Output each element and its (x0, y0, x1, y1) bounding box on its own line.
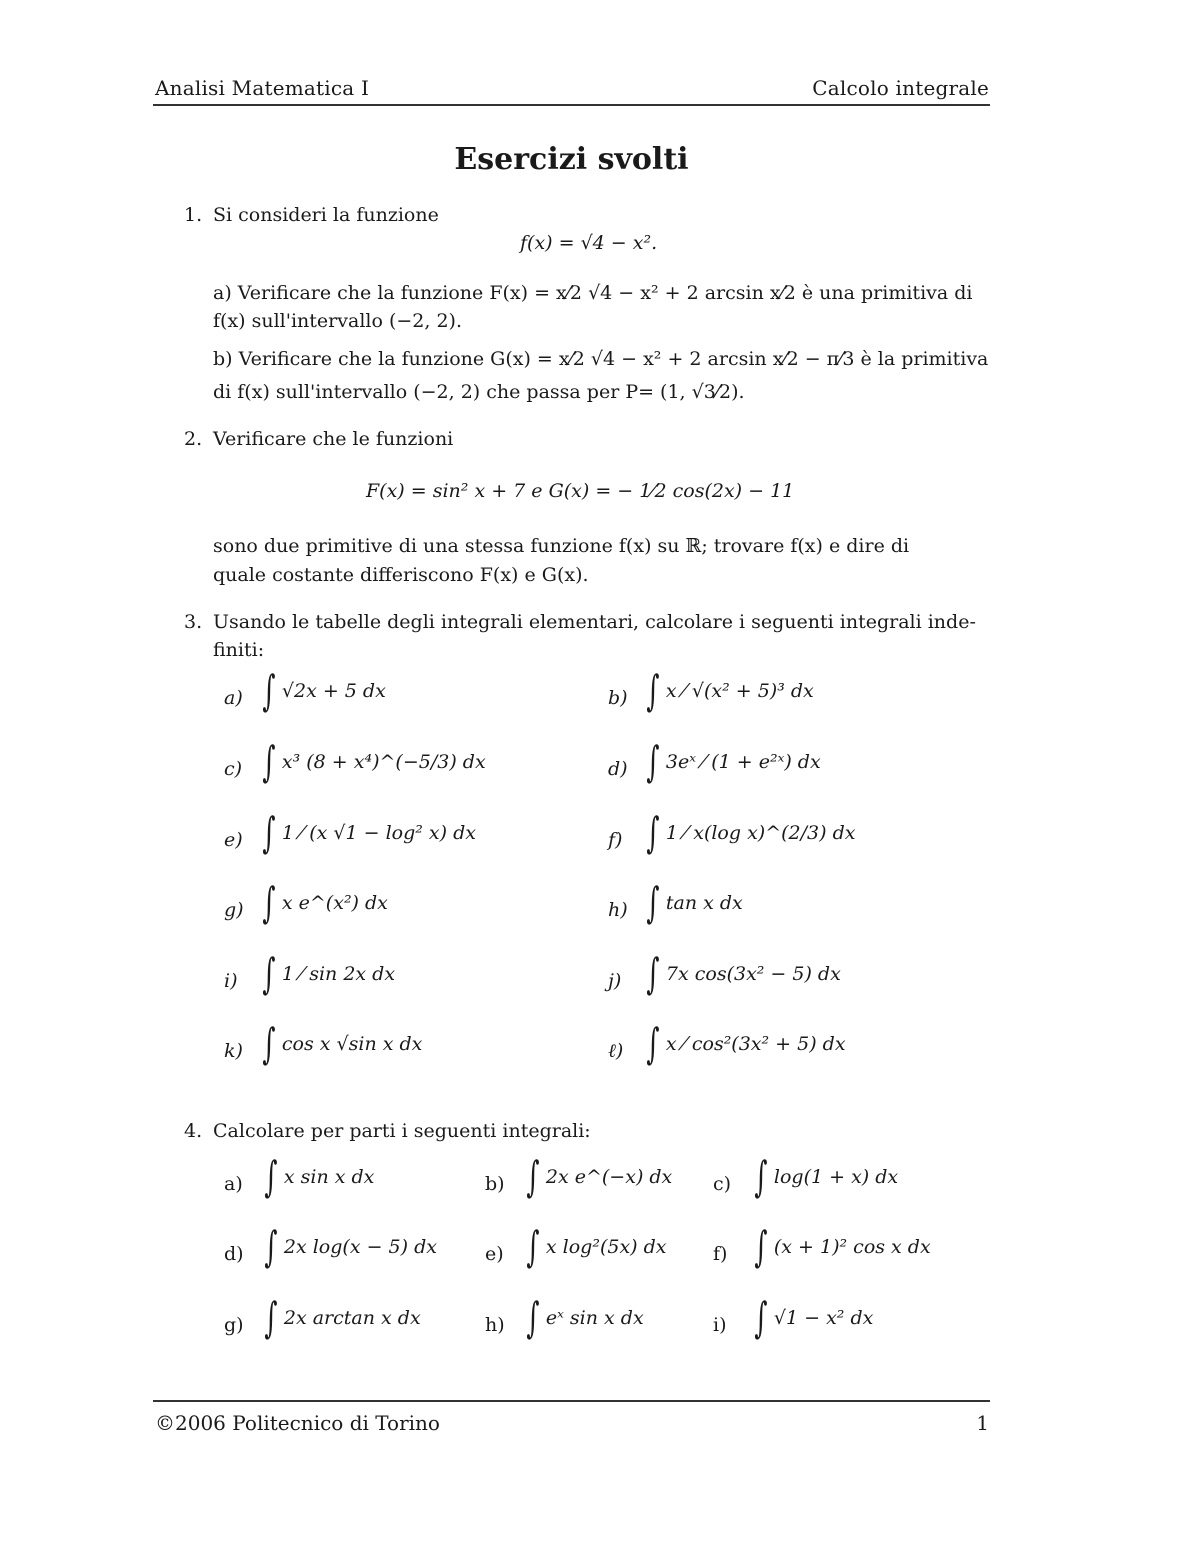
ex3-label-d: d) (608, 758, 628, 780)
ex4-label-f: f) (713, 1243, 728, 1265)
ex4-integral-i: ∫ √1 − x² dx (754, 1293, 874, 1342)
ex3-label-e: e) (224, 829, 243, 851)
integral-sign-icon: ∫ (646, 737, 660, 786)
footer-copyright: ©2006 Politecnico di Torino (155, 1411, 440, 1435)
ex4-label-a: a) (224, 1173, 243, 1195)
ex4-label-b: b) (485, 1173, 505, 1195)
ex3-integral-c: ∫ x³ (8 + x⁴)^(−5/3) dx (262, 737, 486, 786)
ex4-integral-a: ∫ x sin x dx (264, 1152, 375, 1201)
ex4-label-c: c) (713, 1173, 732, 1195)
integral-sign-icon: ∫ (526, 1222, 540, 1271)
ex3-label-b: b) (608, 687, 628, 709)
ex3-label-k: k) (224, 1040, 243, 1062)
exercise-2-intro: Verificare che le funzioni (213, 428, 454, 450)
integral-sign-icon: ∫ (264, 1293, 278, 1342)
ex3-integral-f: ∫ 1 ⁄ x(log x)^(2/3) dx (646, 808, 856, 857)
integral-sign-icon: ∫ (262, 737, 276, 786)
ex3-label-l: ℓ) (608, 1040, 624, 1062)
ex4-integral-d: ∫ 2x log(x − 5) dx (264, 1222, 437, 1271)
ex4-integral-g: ∫ 2x arctan x dx (264, 1293, 421, 1342)
exercise-2-line1: sono due primitive di una stessa funzione f(x) su ℝ; trovare f(x) e dire di (213, 535, 910, 557)
integral-sign-icon: ∫ (646, 666, 660, 715)
header-course: Analisi Matematica I (155, 76, 370, 100)
exercise-4-number: 4. (184, 1120, 203, 1142)
exercise-1-intro: Si consideri la funzione (213, 204, 439, 226)
ex4-integral-h: ∫ eˣ sin x dx (526, 1293, 644, 1342)
exercise-3-number: 3. (184, 611, 203, 633)
ex3-integral-l: ∫ x ⁄ cos²(3x² + 5) dx (646, 1019, 846, 1068)
integral-sign-icon: ∫ (262, 878, 276, 927)
integral-sign-icon: ∫ (646, 1019, 660, 1068)
exercise-3-line2: finiti: (213, 639, 265, 661)
ex3-integral-d: ∫ 3eˣ ⁄ (1 + e²ˣ) dx (646, 737, 821, 786)
exercise-1a-line2: f(x) sull'intervallo (−2, 2). (213, 310, 462, 332)
exercise-1-formula: f(x) = √4 − x². (520, 232, 658, 254)
ex4-integral-c: ∫ log(1 + x) dx (754, 1152, 899, 1201)
integral-sign-icon: ∫ (646, 808, 660, 857)
header-topic: Calcolo integrale (812, 76, 989, 100)
ex3-integral-g: ∫ x e^(x²) dx (262, 878, 388, 927)
integral-sign-icon: ∫ (646, 878, 660, 927)
integral-sign-icon: ∫ (526, 1152, 540, 1201)
integral-sign-icon: ∫ (754, 1222, 768, 1271)
header-rule (153, 104, 990, 106)
integral-sign-icon: ∫ (646, 949, 660, 998)
ex3-label-g: g) (224, 899, 244, 921)
exercise-1a-line1: a) Verificare che la funzione F(x) = x⁄2 √4 − x² + 2 arcsin x⁄2 è una primitiva di (213, 282, 973, 304)
exercise-2-number: 2. (184, 428, 203, 450)
ex3-integral-a: ∫ √2x + 5 dx (262, 666, 386, 715)
ex4-integral-f: ∫ (x + 1)² cos x dx (754, 1222, 931, 1271)
ex3-integral-k: ∫ cos x √sin x dx (262, 1019, 423, 1068)
integral-sign-icon: ∫ (754, 1152, 768, 1201)
integral-sign-icon: ∫ (264, 1222, 278, 1271)
page-title: Esercizi svolti (454, 142, 689, 177)
exercise-4-intro: Calcolare per parti i seguenti integrali: (213, 1120, 591, 1142)
exercise-1-number: 1. (184, 204, 203, 226)
exercise-1b-line1: b) Verificare che la funzione G(x) = x⁄2 √4 − x² + 2 arcsin x⁄2 − π⁄3 è la primitiva (213, 348, 989, 370)
page-number: 1 (976, 1411, 989, 1435)
ex3-label-j: j) (608, 970, 622, 992)
ex3-integral-j: ∫ 7x cos(3x² − 5) dx (646, 949, 841, 998)
integral-sign-icon: ∫ (262, 1019, 276, 1068)
ex4-integral-e: ∫ x log²(5x) dx (526, 1222, 667, 1271)
ex3-integral-e: ∫ 1 ⁄ (x √1 − log² x) dx (262, 808, 476, 857)
exercise-1b-line2: di f(x) sull'intervallo (−2, 2) che passa per P= (1, √3⁄2). (213, 381, 745, 403)
exercise-2-line2: quale costante differiscono F(x) e G(x). (213, 564, 589, 586)
ex4-label-d: d) (224, 1243, 244, 1265)
ex4-label-h: h) (485, 1314, 505, 1336)
ex3-label-c: c) (224, 758, 243, 780)
footer-rule (153, 1400, 990, 1402)
ex3-integral-i: ∫ 1 ⁄ sin 2x dx (262, 949, 396, 998)
exercise-2-formula: F(x) = sin² x + 7 e G(x) = − 1⁄2 cos(2x) − 11 (366, 480, 795, 502)
ex3-label-i: i) (224, 970, 238, 992)
ex3-label-f: f) (608, 829, 623, 851)
ex4-label-e: e) (485, 1243, 504, 1265)
integral-sign-icon: ∫ (262, 666, 276, 715)
exercise-3-line1: Usando le tabelle degli integrali elementari, calcolare i seguenti integrali inde- (213, 611, 976, 633)
ex3-integral-h: ∫ tan x dx (646, 878, 743, 927)
ex4-integral-b: ∫ 2x e^(−x) dx (526, 1152, 673, 1201)
ex3-integral-b: ∫ x ⁄ √(x² + 5)³ dx (646, 666, 814, 715)
ex3-label-a: a) (224, 687, 243, 709)
integral-sign-icon: ∫ (264, 1152, 278, 1201)
integral-sign-icon: ∫ (262, 949, 276, 998)
integral-sign-icon: ∫ (754, 1293, 768, 1342)
integral-sign-icon: ∫ (262, 808, 276, 857)
ex3-label-h: h) (608, 899, 628, 921)
integral-sign-icon: ∫ (526, 1293, 540, 1342)
ex4-label-i: i) (713, 1314, 727, 1336)
ex4-label-g: g) (224, 1314, 244, 1336)
